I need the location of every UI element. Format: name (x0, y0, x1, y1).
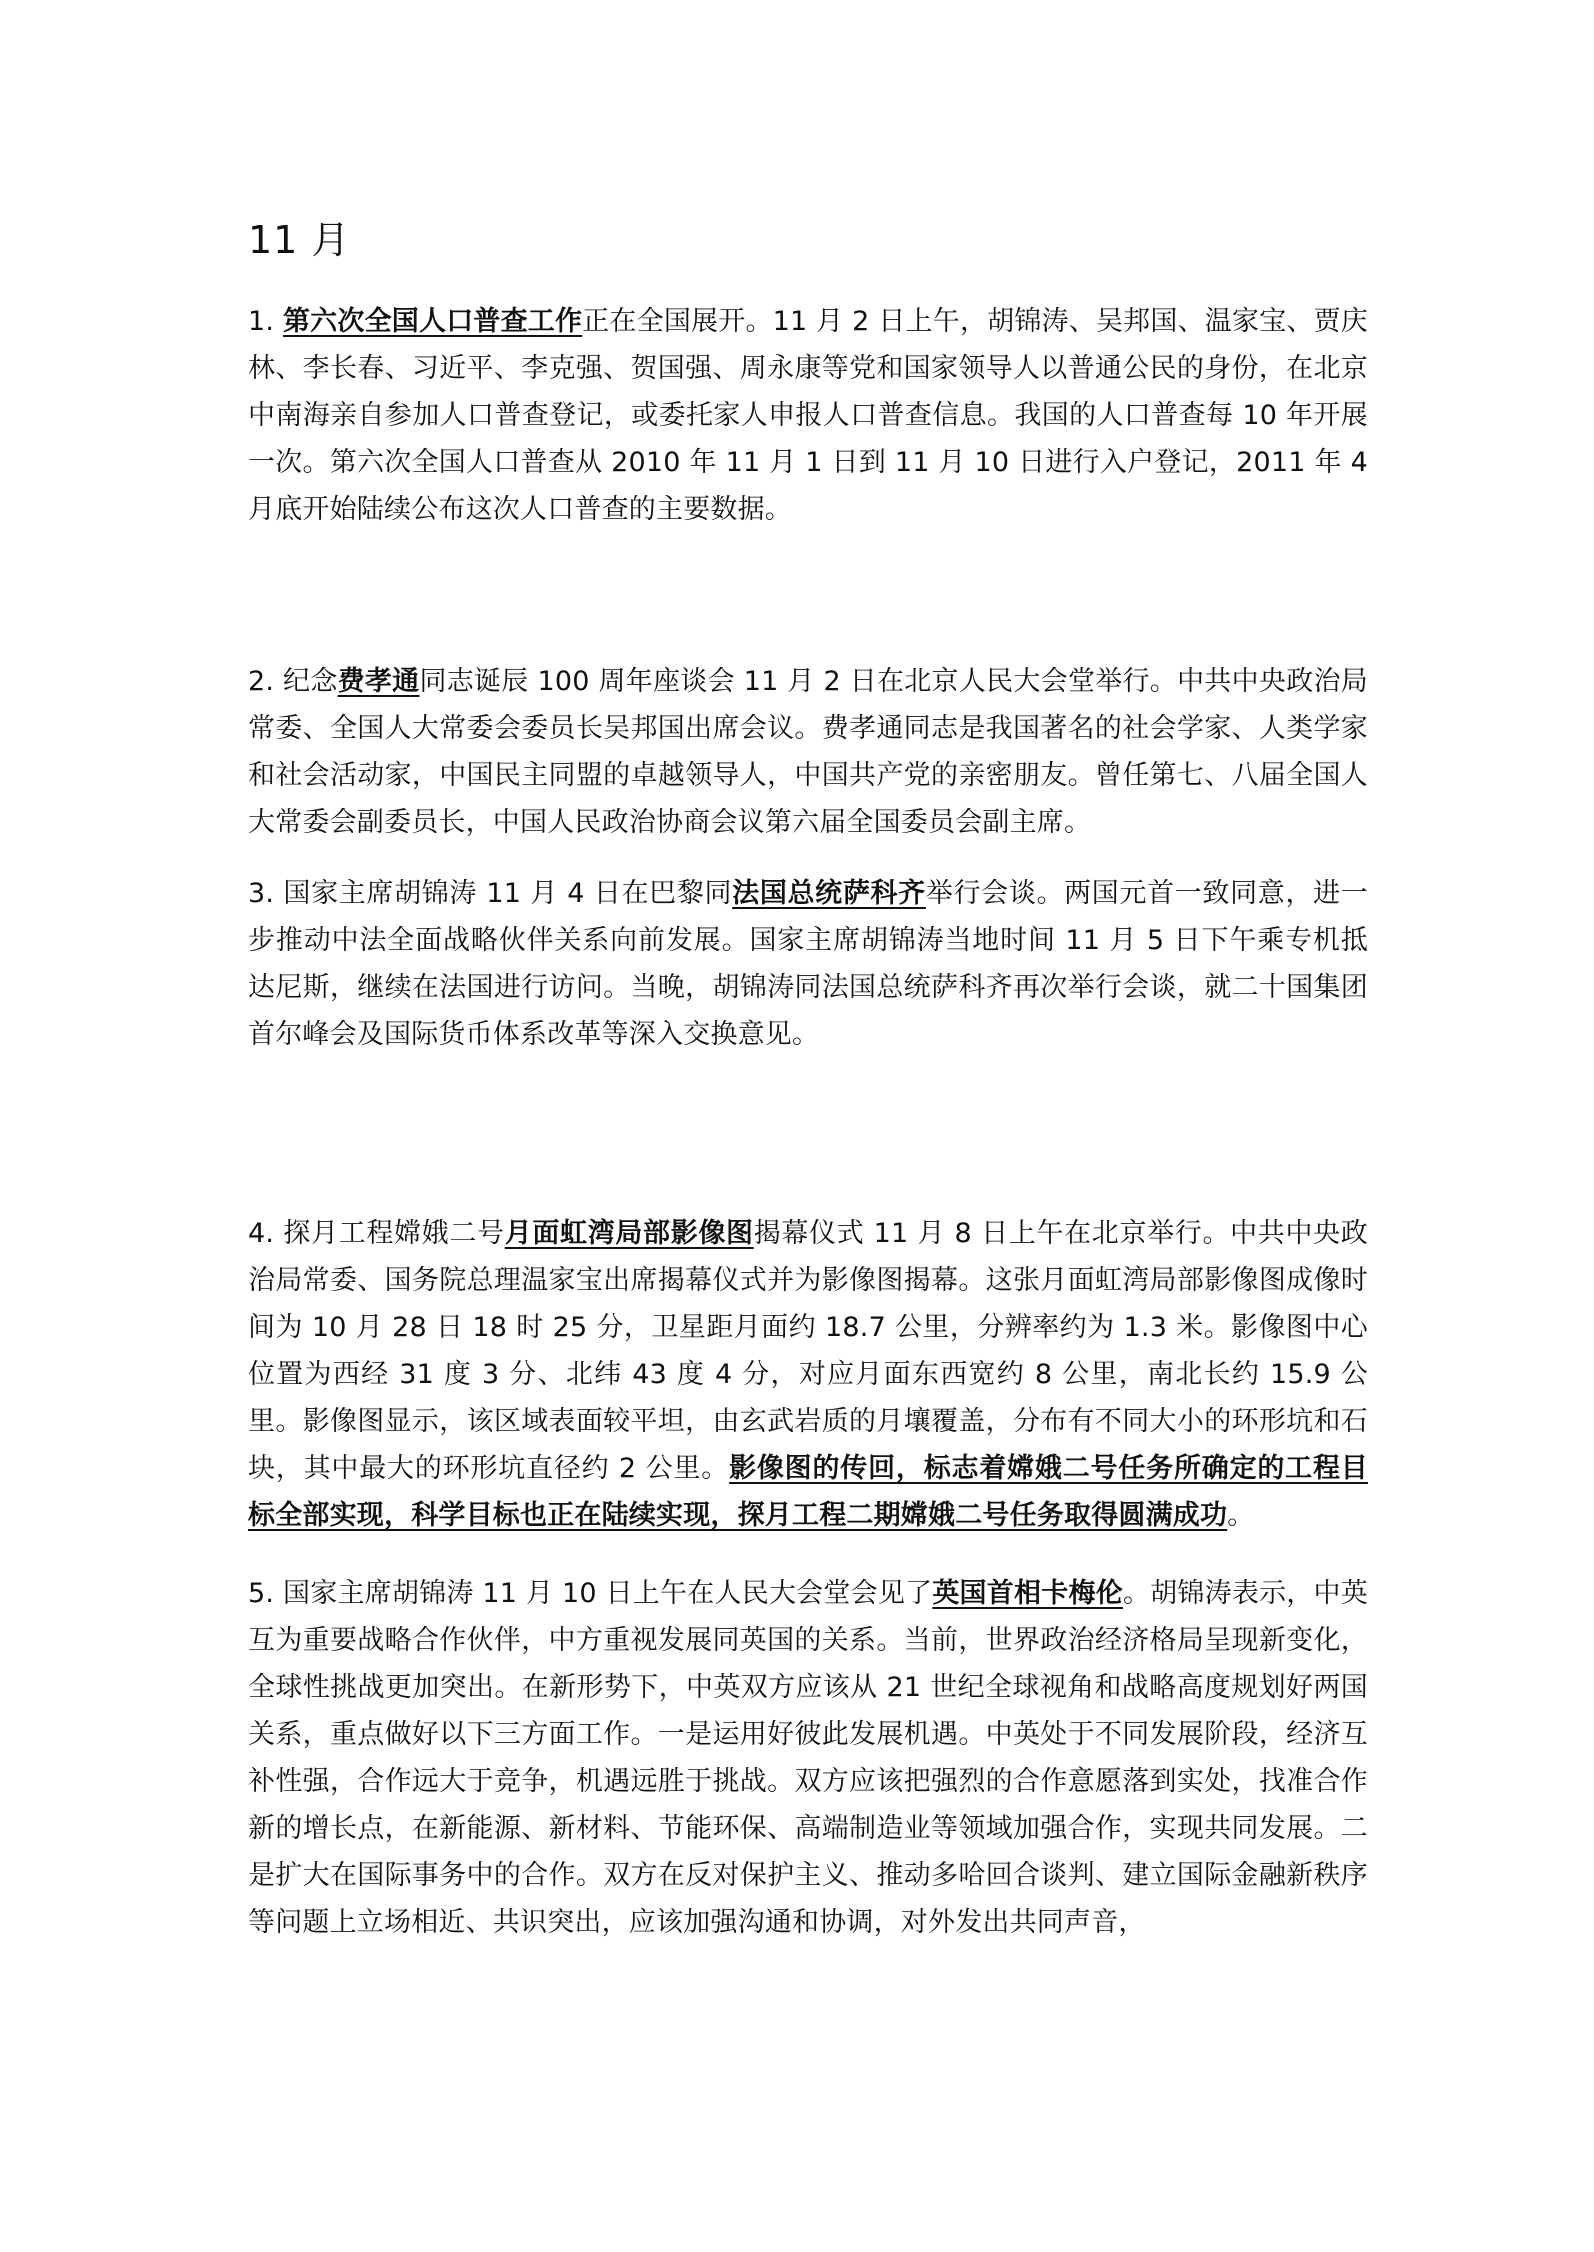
item-number: 1. (248, 306, 275, 337)
news-item-4 (248, 1210, 1368, 1539)
underlined-conclusion: 影像图的传回，标志着嫦娥二号任务所确定的工程目标全部实现，科学目标也正在陆续实现，探月工程二期嫦娥二号任务取得圆满成功 (248, 1453, 1368, 1531)
item-text: 正在全国展开。11 月 2 日上午，胡锦涛、吴邦国、温家宝、贾庆林、李长春、习近平、李克强、贺国强、周永康等党和国家领导人以普通公民的身份，在北京中南海亲自参加人口普查登记，或委托家人申报人口普查信息。我国的人口普查每 10 年开展一次。第六次全国人口普查从 2010 年 11 月 1 日到 11 月 10 日进行入户登记，2011 年 4 月底开始陆续公布这次人口普查的主要数据。 (248, 306, 1368, 525)
news-item-3 (248, 870, 1368, 1058)
item-text: 。胡锦涛表示，中英互为重要战略合作伙伴，中方重视发展同英国的关系。当前，世界政治经济格局呈现新变化，全球性挑战更加突出。在新形势下，中英双方应该从 21 世纪全球视角和战略高度规划好两国关系，重点做好以下三方面工作。一是运用好彼此发展机遇。中英处于不同发展阶段，经济互补性强，合作远大于竞争，机遇远胜于挑战。双方应该把强烈的合作意愿落到实处，找准合作新的增长点，在新能源、新材料、节能环保、高端制造业等领域加强合作，实现共同发展。二是扩大在国际事务中的合作。双方在反对保护主义、推动多哈回合谈判、建立国际金融新秩序等问题上立场相近、共识突出，应该加强沟通和协调，对外发出共同声音， (248, 1578, 1368, 1938)
item-text: 同志诞辰 100 周年座谈会 11 月 2 日在北京人民大会堂举行。中共中央政治局常委、全国人大常委会委员长吴邦国出席会议。费孝通同志是我国著名的社会学家、人类学家和社会活动家，中国民主同盟的卓越领导人，中国共产党的亲密朋友。曾任第七、八届全国人大常委会副委员长，中国人民政治协商会议第六届全国委员会副主席。 (248, 666, 1368, 838)
item-text: 探月工程嫦娥二号 (283, 1218, 505, 1249)
underlined-keyword: 费孝通 (337, 666, 420, 697)
item-text: 纪念 (283, 666, 338, 697)
item-number: 3. (248, 878, 275, 909)
item-text: 国家主席胡锦涛 11 月 4 日在巴黎同 (283, 878, 733, 909)
item-text: 举行会谈。两国元首一致同意，进一步推动中法全面战略伙伴关系向前发展。国家主席胡锦涛当地时间 11 月 5 日下午乘专机抵达尼斯，继续在法国进行访问。当晚，胡锦涛同法国总统萨科齐再次举行会谈，就二十国集团首尔峰会及国际货币体系改革等深入交换意见。 (248, 878, 1368, 1050)
item-number: 4. (248, 1218, 275, 1249)
item-number: 2. (248, 666, 275, 697)
item-number: 5. (248, 1578, 275, 1609)
item-text: 揭幕仪式 11 月 8 日上午在北京举行。中共中央政治局常委、国务院总理温家宝出席揭幕仪式并为影像图揭幕。这张月面虹湾局部影像图成像时间为 10 月 28 日 18 时 25 分，卫星距月面约 18.7 公里，分辨率约为 1.3 米。影像图中心位置为西经 31 度 3 分、北纬 43 度 4 分，对应月面东西宽约 8 公里，南北长约 15.9 公里。影像图显示，该区域表面较平坦，由玄武岩质的月壤覆盖，分布有不同大小的环形坑和石块，其中最大的环形坑直径约 2 公里。 (248, 1218, 1368, 1484)
item-text: 国家主席胡锦涛 11 月 10 日上午在人民大会堂会见了 (282, 1578, 933, 1609)
item-text: 。 (1227, 1500, 1255, 1531)
news-item-5 (248, 1570, 1368, 1946)
underlined-keyword: 第六次全国人口普查工作 (282, 306, 583, 337)
month-heading: 11 月 (248, 218, 351, 262)
underlined-keyword: 法国总统萨科齐 (732, 878, 926, 909)
news-item-2 (248, 658, 1368, 846)
underlined-keyword: 月面虹湾局部影像图 (504, 1218, 754, 1249)
news-item-1 (248, 298, 1368, 533)
underlined-keyword: 英国首相卡梅伦 (932, 1578, 1123, 1609)
